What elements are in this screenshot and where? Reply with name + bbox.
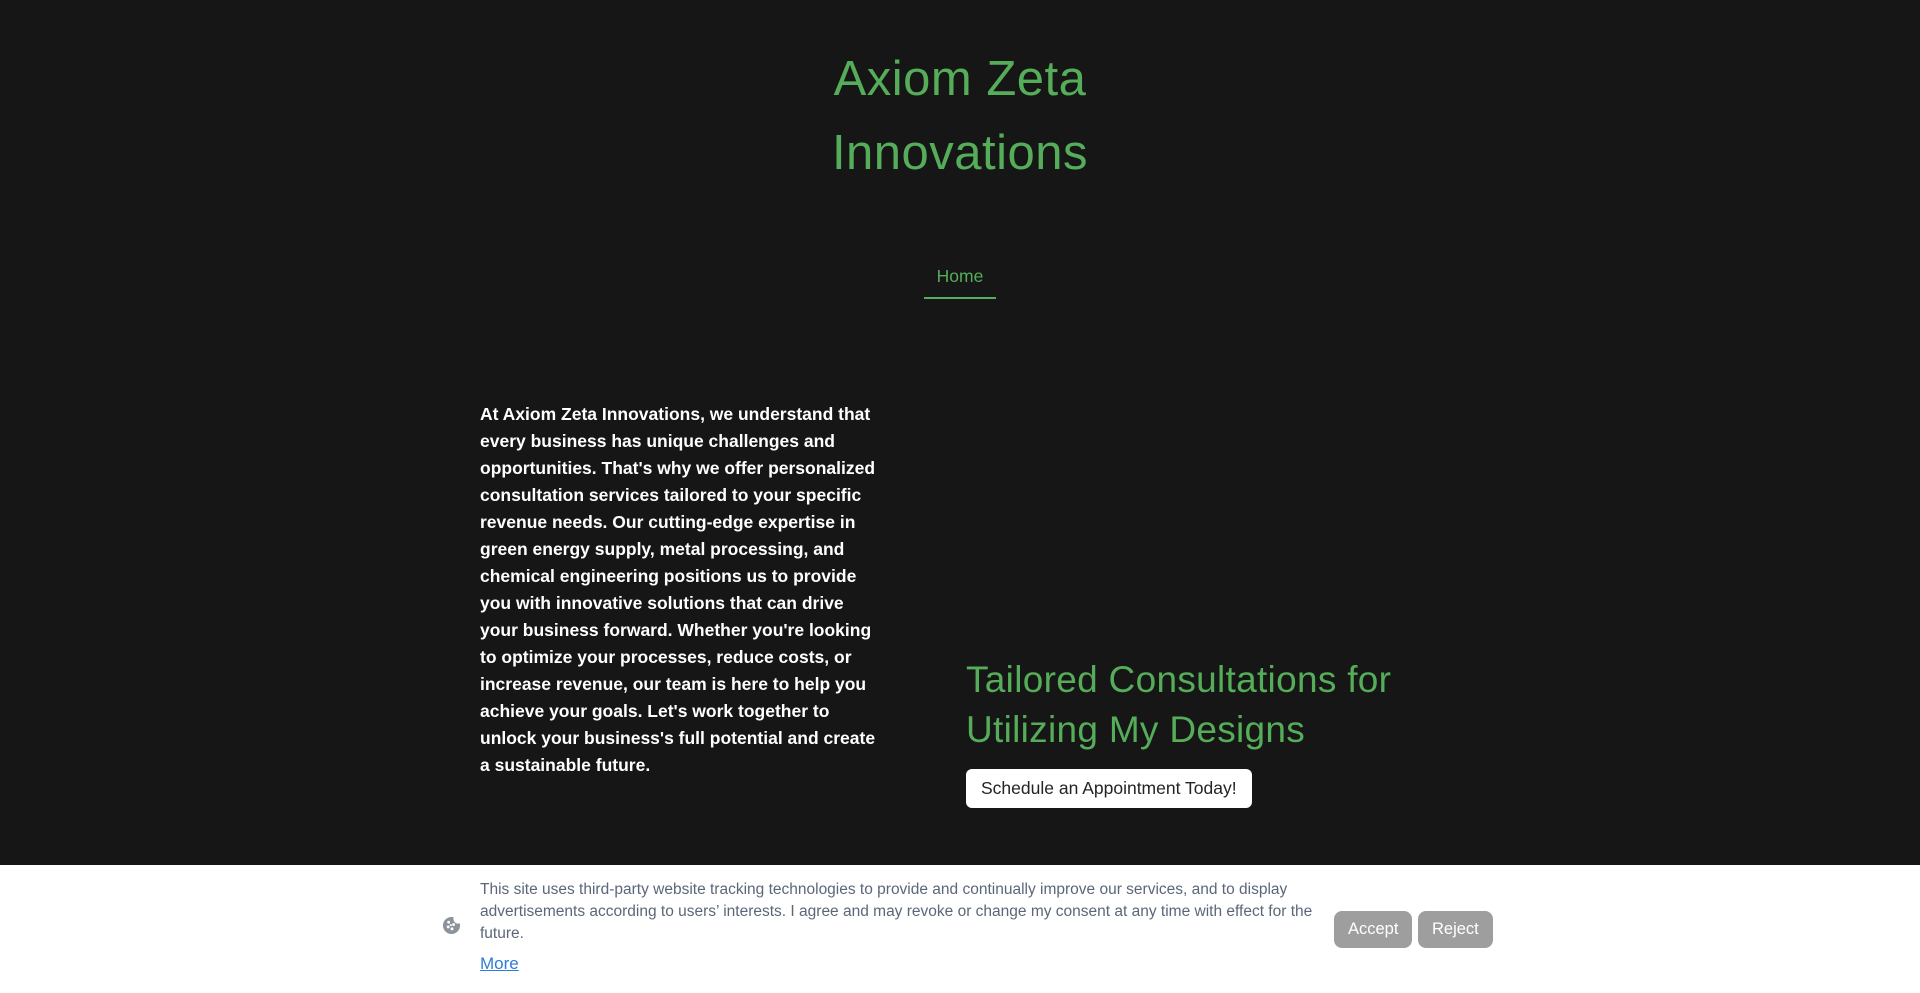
cta-heading: Tailored Consultations for Utilizing My Designs [966, 659, 1392, 750]
site-title: Axiom Zeta Innovations [831, 52, 1089, 180]
cookie-accept-button[interactable]: Accept [1334, 911, 1412, 948]
intro-paragraph: At Axiom Zeta Innovations, we understand that every business has unique challenges and opportunities. That's why we offer personalized consultation services tailored to your specific revenue needs. Our cutting-edge expertise in green energy supply, metal processing, and chemical engineering positions us to provide you with innovative solutions that can drive your business forward. Whether you're looking to optimize your processes, reduce costs, or increase revenue, our team is here to help you achieve your goals. Let's work together to unlock your business's full potential and create a sustainable future. [480, 404, 876, 775]
schedule-appointment-button[interactable]: Schedule an Appointment Today! [966, 769, 1252, 808]
cookie-consent-banner [0, 865, 1920, 993]
cookie-icon [442, 916, 461, 935]
nav-home-link[interactable]: Home [924, 266, 997, 299]
main-nav [0, 266, 1920, 299]
cookie-more-link[interactable]: More [480, 954, 519, 973]
cookie-message: This site uses third-party website tracking technologies to provide and continually improve our services, and to display advertisements according to users’ interests. I agree and may revoke or change my consent at any time with effect for the future. [480, 881, 1313, 942]
cookie-reject-button[interactable]: Reject [1418, 911, 1493, 948]
cta-section [966, 655, 1451, 808]
